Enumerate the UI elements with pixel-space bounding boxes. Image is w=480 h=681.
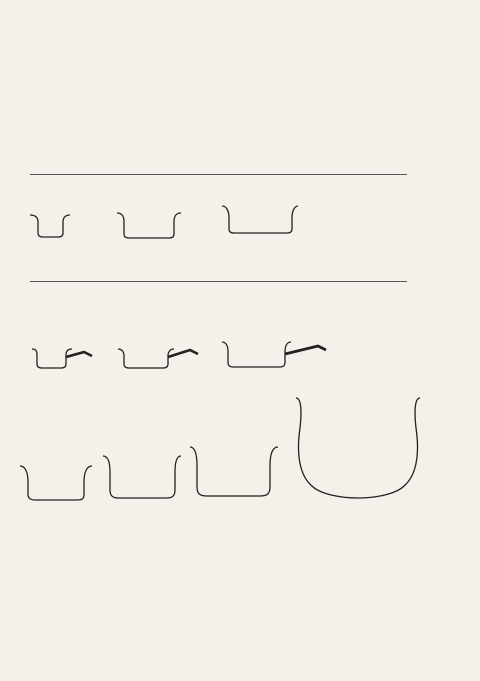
pan-handle-351-27-07 (66, 352, 92, 357)
bowl-drawing-351-27-02 (103, 456, 181, 498)
bowl-drawing-351-27-03 (190, 447, 278, 496)
bowl-drawing-351-27-04 (30, 215, 70, 237)
pan-drawing-351-27-08 (118, 349, 174, 368)
bowl-drawing-351-27-01 (20, 466, 92, 500)
bowl-drawing-351-27-06 (222, 206, 298, 233)
row1-divider (30, 281, 407, 282)
pan-drawing-351-27-07 (32, 349, 72, 368)
pan-handle-351-27-08 (168, 350, 198, 357)
bowl-drawing-351-27-05 (117, 213, 181, 238)
pan-drawing-351-27-09 (222, 342, 291, 367)
pan-handle-351-27-09 (285, 346, 326, 354)
bowl-drawing-351-27-10 (296, 398, 420, 498)
